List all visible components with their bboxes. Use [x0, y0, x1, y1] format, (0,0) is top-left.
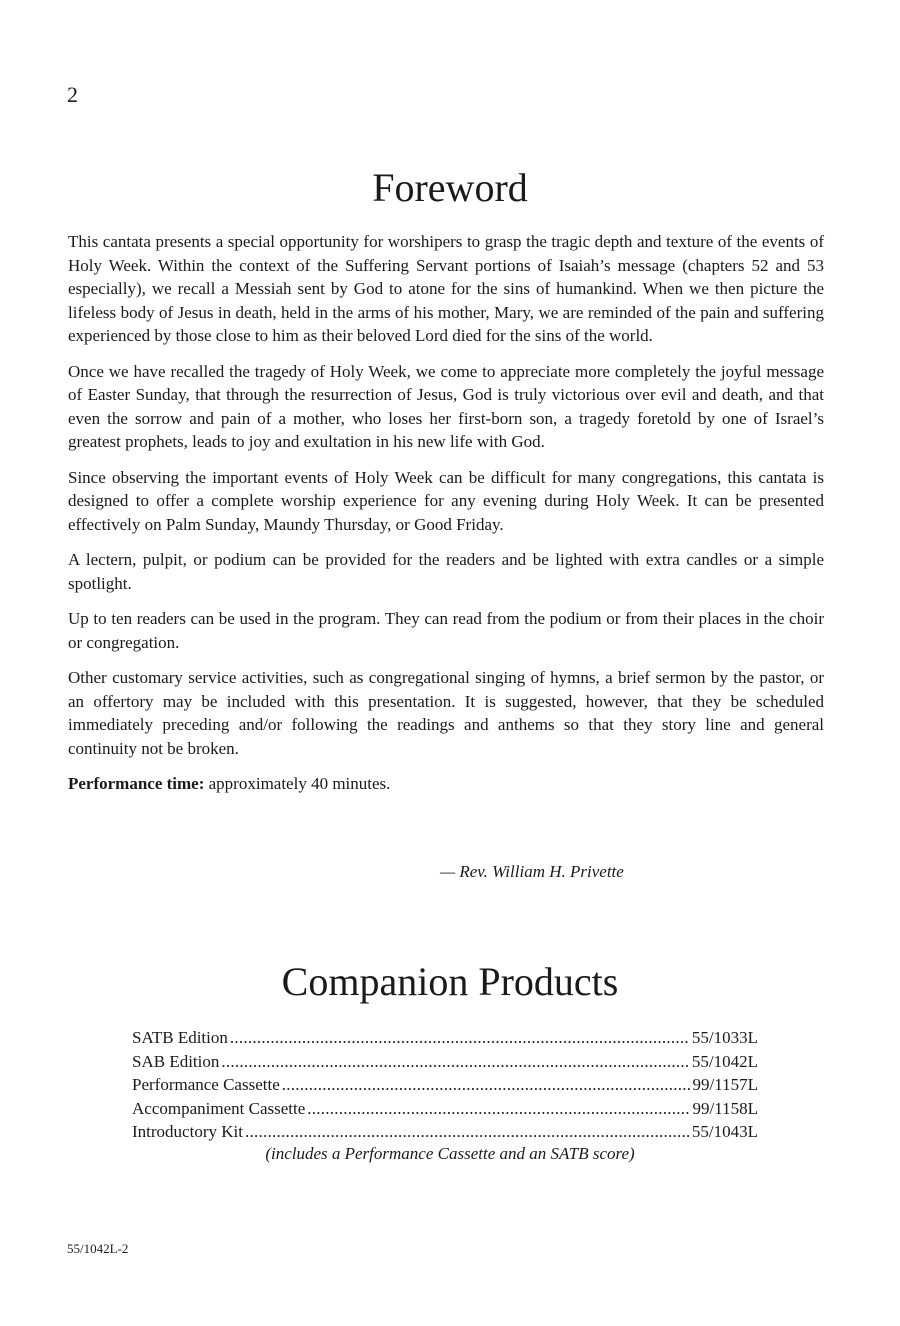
dot-leader: [307, 1097, 690, 1121]
dot-leader: [282, 1073, 691, 1097]
performance-time-label: Performance time:: [68, 774, 205, 793]
product-name: Introductory Kit: [132, 1122, 243, 1141]
product-name: Accompaniment Cassette: [132, 1098, 306, 1118]
product-name: SAB Edition: [132, 1051, 220, 1071]
product-row: [132, 1120, 758, 1144]
product-name: Performance Cassette: [132, 1075, 280, 1094]
foreword-paragraph: Since observing the important events of Holy Week can be difficult for many congregations, this cantata is designed to offer a complete worship experience for any evening during Holy Week. It can be presented effectively on Palm Sunday, Maundy Thursday, or Good Friday.: [68, 467, 824, 534]
product-row: [132, 1073, 758, 1097]
product-code: 55/1033L: [691, 1028, 758, 1047]
page-number: 2: [67, 82, 78, 107]
performance-time: [68, 772, 824, 796]
foreword-paragraph: Once we have recalled the tragedy of Holy Week, we come to appreciate more completely the joyful message of Easter Sunday, that through the resurrection of Jesus, God is truly victorious over evil and death, and that even the sorrow and pain of a mother, who loses her first-born son, a tragedy foretold by one of Israel’s greatest prophets, leads to joy and exultation in his new life with God.: [68, 361, 824, 451]
product-code: 55/1043L: [691, 1122, 758, 1141]
foreword-paragraph: Up to ten readers can be used in the program. They can read from the podium or from their places in the choir or congregation.: [68, 609, 824, 652]
dot-leader: [221, 1050, 690, 1074]
product-row: [132, 1050, 758, 1074]
footer-code: 55/1042L-2: [67, 1241, 129, 1256]
foreword-body: [68, 230, 824, 808]
signature: — Rev. William H. Privette: [440, 862, 624, 881]
foreword-paragraph: This cantata presents a special opportunity for worshipers to grasp the tragic depth and texture of the events of Holy Week. Within the context of the Suffering Servant portions of Isaiah’s message (chapters 52 and 53 especially), we recall a Messiah sent by God to atone for the sins of humankind. When we then picture the lifeless body of Jesus in death, held in the arms of his mother, Mary, we are reminded of the pain and suffering experienced by those close to him as their beloved Lord died for the sins of the world.: [68, 232, 824, 345]
product-row: [132, 1097, 758, 1121]
foreword-paragraph: Other customary service activities, such as congregational singing of hymns, a brief sermon by the pastor, or an offertory may be included with this presentation. It is suggested, however, that they be scheduled immediately preceding and/or following the readings and anthems so that they story line and general continuity not be broken.: [68, 668, 824, 758]
product-name: SATB Edition: [132, 1028, 228, 1047]
product-list: [132, 1026, 758, 1144]
foreword-paragraph: A lectern, pulpit, or podium can be provided for the readers and be lighted with extra candles or a simple spotlight.: [68, 550, 824, 593]
product-code: 99/1157L: [692, 1075, 758, 1094]
dot-leader: [245, 1120, 690, 1144]
products-note: (includes a Performance Cassette and an SATB score): [265, 1144, 635, 1163]
product-row: [132, 1026, 758, 1050]
foreword-title: Foreword: [372, 165, 528, 210]
product-code: 99/1158L: [692, 1098, 758, 1118]
performance-time-value: approximately 40 minutes.: [208, 774, 391, 793]
product-code: 55/1042L: [691, 1051, 758, 1071]
companion-title: Companion Products: [281, 959, 619, 1004]
dot-leader: [230, 1026, 690, 1050]
